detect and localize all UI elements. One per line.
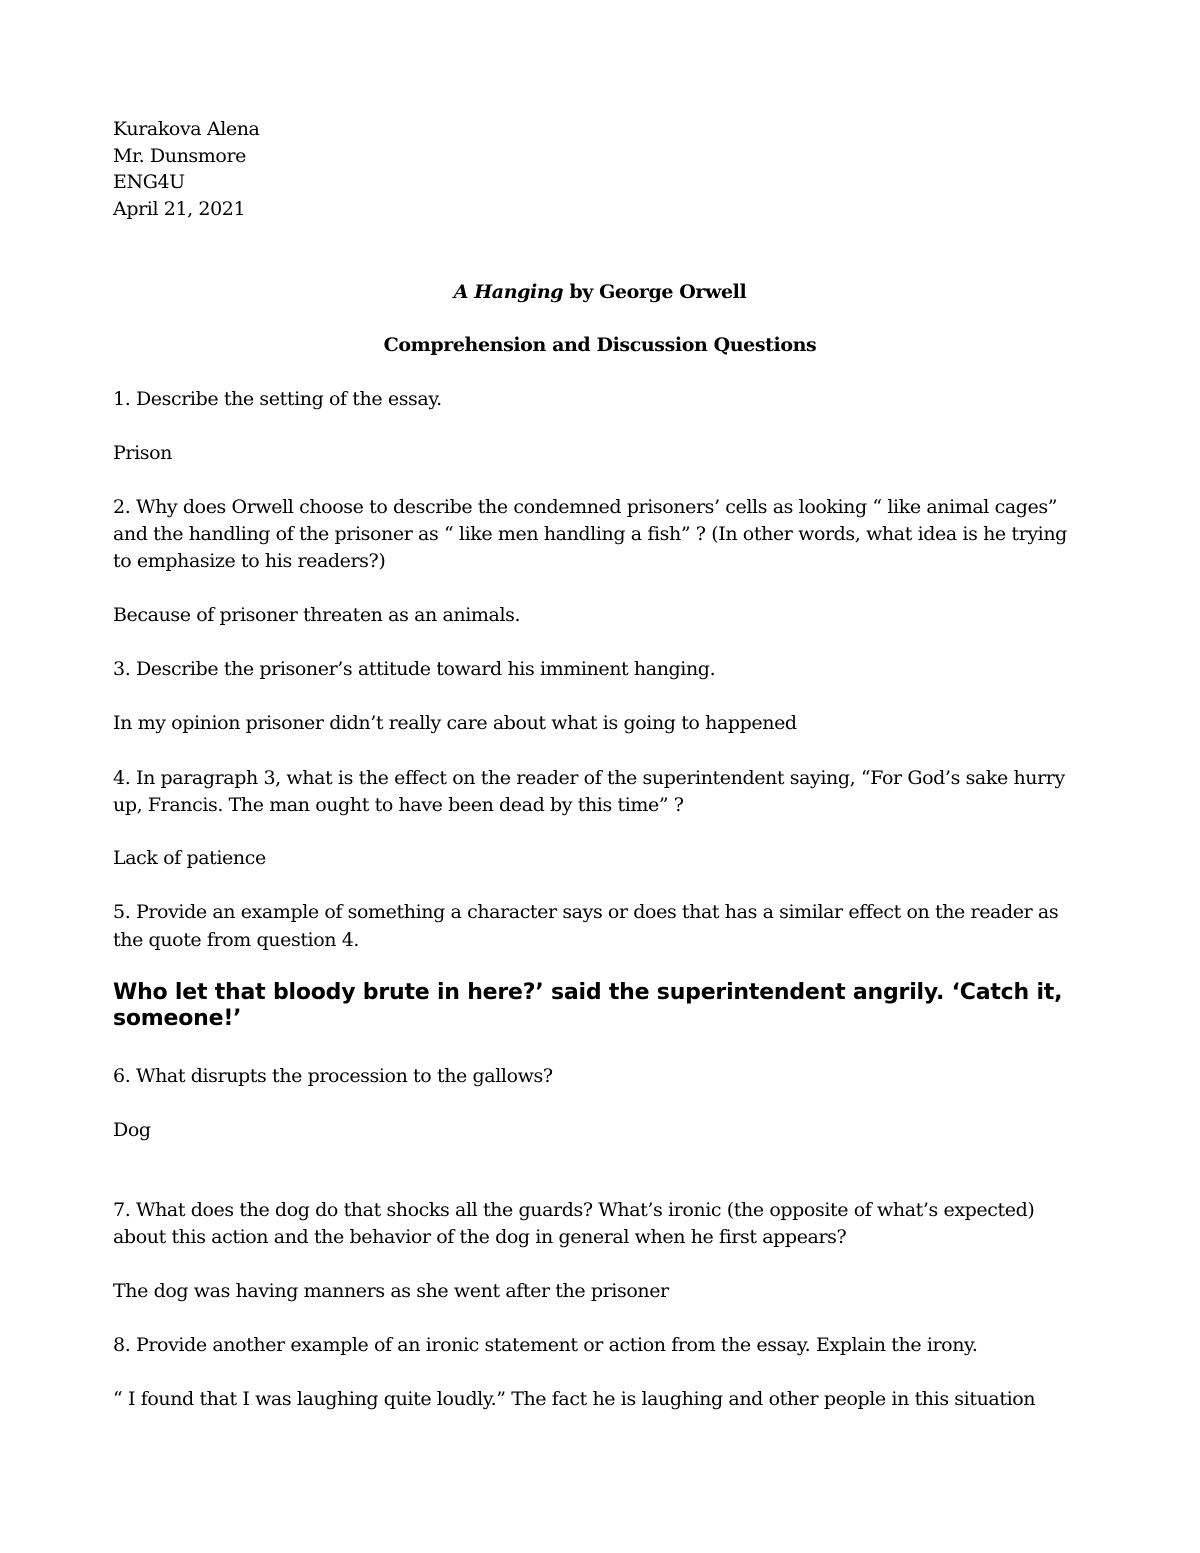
question-5-line-1: 5. Provide an example of something a character says or does that has a similar effect on the reader as <box>113 901 1059 923</box>
answer-2: Because of prisoner threaten as an animals. <box>113 604 521 626</box>
answer-1: Prison <box>113 442 172 464</box>
question-3: 3. Describe the prisoner’s attitude toward his imminent hanging. <box>113 658 716 680</box>
student-name: Kurakova Alena <box>113 118 260 140</box>
question-5-line-2: the quote from question 4. <box>113 929 360 951</box>
question-7-line-2: about this action and the behavior of the dog in general when he first appears? <box>113 1226 847 1248</box>
question-2-line-1: 2. Why does Orwell choose to describe the condemned prisoners’ cells as looking “ like animal cages” <box>113 496 1058 518</box>
document-subtitle: Comprehension and Discussion Questions <box>383 334 817 356</box>
answer-4: Lack of patience <box>113 847 266 869</box>
course-code: ENG4U <box>113 171 185 193</box>
teacher-name: Mr. Dunsmore <box>113 145 246 167</box>
question-8: 8. Provide another example of an ironic statement or action from the essay. Explain the irony. <box>113 1334 978 1356</box>
answer-5-line-1: Who let that bloody brute in here?’ said the superintendent angrily. ‘Catch it, <box>113 980 1063 1005</box>
title-rest: by George Orwell <box>563 281 747 303</box>
question-4-line-1: 4. In paragraph 3, what is the effect on the reader of the superintendent saying, “For God’s sake hurry <box>113 767 1065 789</box>
question-2-line-2: and the handling of the prisoner as “ like men handling a fish” ? (In other words, what idea is he trying <box>113 523 1067 545</box>
answer-8: “ I found that I was laughing quite loudly.” The fact he is laughing and other people in this situation <box>113 1388 1036 1410</box>
question-1: 1. Describe the setting of the essay. <box>113 388 442 410</box>
title-italic: A Hanging <box>453 281 564 303</box>
document-title <box>0 279 1200 305</box>
question-6: 6. What disrupts the procession to the gallows? <box>113 1065 553 1087</box>
answer-3: In my opinion prisoner didn’t really care about what is going to happened <box>113 712 797 734</box>
question-4-line-2: up, Francis. The man ought to have been dead by this time” ? <box>113 794 684 816</box>
document-date: April 21, 2021 <box>113 198 246 220</box>
question-2-line-3: to emphasize to his readers?) <box>113 550 386 572</box>
answer-7: The dog was having manners as she went after the prisoner <box>113 1280 669 1302</box>
question-7-line-1: 7. What does the dog do that shocks all the guards? What’s ironic (the opposite of what’s expected) <box>113 1199 1035 1221</box>
answer-6: Dog <box>113 1119 151 1141</box>
answer-5-line-2: someone!’ <box>113 1006 242 1031</box>
